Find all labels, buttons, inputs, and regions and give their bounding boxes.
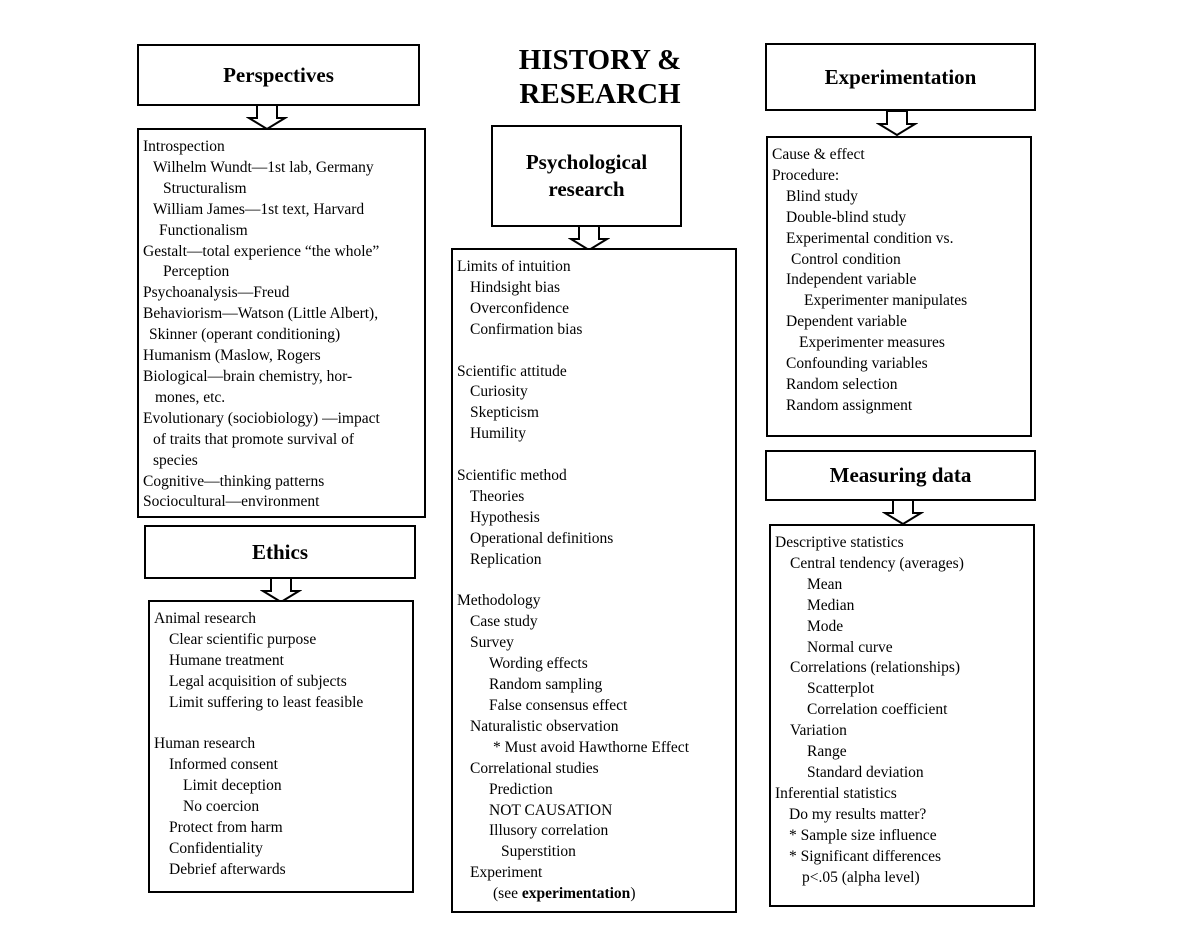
list-item-text: Superstition [501, 843, 576, 861]
list-item [775, 826, 1029, 847]
list-item-text: Overconfidence [470, 299, 569, 317]
experimentation-header: Experimentation [824, 64, 977, 89]
list-item-text: * Sample size influence [789, 826, 937, 844]
list-item [775, 596, 1029, 617]
list-item-bold-text: experimentation [521, 885, 631, 903]
list-item [457, 759, 731, 780]
list-item-text: Gestalt—total experience “the whole” [143, 242, 380, 260]
list-item-text: Skepticism [470, 404, 539, 422]
list-item [775, 554, 1029, 575]
list-item-text: Random selection [786, 375, 898, 393]
list-item [775, 638, 1029, 659]
list-spacer [154, 714, 408, 735]
list-item [457, 403, 731, 424]
list-item [457, 738, 731, 759]
list-item-text: Cognitive—thinking patterns [143, 472, 325, 490]
list-item [143, 409, 420, 430]
list-item [457, 487, 731, 508]
list-item-text: Prediction [489, 780, 553, 798]
list-item [154, 860, 408, 881]
list-item-text: Blind study [786, 187, 858, 205]
list-item [154, 693, 408, 714]
list-item [775, 700, 1029, 721]
list-item-text: Clear scientific purpose [169, 630, 317, 648]
list-item [143, 388, 420, 409]
list-item-text: Cause & effect [772, 146, 865, 163]
list-item-text: * Significant differences [789, 847, 942, 865]
list-item-text: Introspection [143, 138, 225, 155]
list-item-text: False consensus effect [489, 696, 628, 714]
list-spacer [457, 571, 731, 592]
list-item [154, 776, 408, 797]
down-arrow-icon [876, 110, 918, 136]
list-item [775, 617, 1029, 638]
list-item [457, 550, 731, 571]
list-item-text: Descriptive statistics [775, 534, 904, 551]
list-item [457, 654, 731, 675]
list-item [143, 242, 420, 263]
list-item-text: Experimenter manipulates [804, 292, 968, 310]
list-item-text: Curiosity [470, 383, 528, 401]
list-item-text: Naturalistic observation [470, 717, 619, 735]
perspectives-list [137, 128, 426, 518]
list-item-text: Control condition [791, 250, 901, 268]
list-item [457, 780, 731, 801]
main-title [480, 43, 720, 111]
list-item-text: Confidentiality [169, 839, 263, 857]
list-item [143, 262, 420, 283]
list-item-text: Protect from harm [169, 819, 283, 837]
list-item [772, 187, 1026, 208]
list-item-text: Confirmation bias [470, 320, 583, 338]
list-item-text: Humility [470, 425, 526, 443]
list-item [775, 805, 1029, 826]
main-title-line-2: RESEARCH [519, 78, 681, 110]
list-item-trailing-text: ) [630, 885, 636, 903]
list-item-text: Normal curve [807, 638, 893, 656]
list-item [154, 797, 408, 818]
list-item-text: Behaviorism—Watson (Little Albert), [143, 305, 379, 323]
list-item [143, 430, 420, 451]
list-item [143, 200, 420, 221]
list-item [457, 717, 731, 738]
list-item [772, 354, 1026, 375]
list-item [457, 612, 731, 633]
list-item-text: Dependent variable [786, 313, 907, 331]
list-item [457, 821, 731, 842]
list-item [775, 763, 1029, 784]
list-item [143, 367, 420, 388]
list-item-text: Median [807, 596, 855, 614]
list-item-text: Humanism (Maslow, Rogers [143, 347, 321, 365]
list-item-text: Central tendency (averages) [790, 554, 964, 572]
list-item [457, 675, 731, 696]
down-arrow-icon [882, 499, 924, 525]
list-item-text: Informed consent [169, 756, 278, 774]
list-item [775, 679, 1029, 700]
list-item-text: Mean [807, 575, 843, 593]
perspectives-header: Perspectives [223, 62, 334, 87]
list-item [457, 842, 731, 863]
list-item [772, 229, 1026, 250]
list-item-text: Debrief afterwards [169, 860, 286, 878]
list-item [772, 375, 1026, 396]
list-item [775, 721, 1029, 742]
list-item-text: Illusory correlation [489, 822, 609, 840]
list-item-text: Scientific method [457, 467, 567, 485]
list-item-text: Methodology [457, 592, 541, 610]
list-item-text: Legal acquisition of subjects [169, 672, 347, 690]
list-item-text: Wording effects [489, 655, 588, 673]
list-item [457, 257, 731, 278]
list-item [457, 591, 731, 612]
list-item [457, 362, 731, 383]
psych-research-list [451, 248, 737, 913]
list-item [775, 784, 1029, 805]
list-item [143, 346, 420, 367]
list-spacer [457, 341, 731, 362]
list-item-text: Do my results matter? [789, 805, 927, 823]
measuring-header: Measuring data [829, 463, 972, 487]
list-item-text: Hindsight bias [470, 278, 560, 296]
list-item-text: Inferential statistics [775, 784, 897, 802]
list-item [457, 508, 731, 529]
list-item-text: Variation [790, 722, 847, 740]
list-item [457, 884, 731, 905]
list-item-text: Standard deviation [807, 763, 924, 781]
list-item-text: Scientific attitude [457, 362, 567, 380]
list-item-text: Range [807, 743, 847, 761]
list-item [154, 755, 408, 776]
list-item [775, 847, 1029, 868]
list-item [143, 179, 420, 200]
list-item [457, 424, 731, 445]
list-item [457, 801, 731, 822]
down-arrow-icon [246, 104, 288, 130]
list-item [143, 137, 420, 158]
list-item [457, 529, 731, 550]
list-item-text: William James—1st text, Harvard [153, 200, 365, 218]
list-item-text: Experimental condition vs. [786, 229, 954, 247]
list-item-text: Correlation coefficient [807, 701, 948, 719]
list-item-text: Experimenter measures [799, 334, 945, 352]
list-item [772, 333, 1026, 354]
list-item-text: Mode [807, 617, 844, 635]
list-item [772, 250, 1026, 271]
list-item-text: Confounding variables [786, 355, 928, 373]
list-item-text: Evolutionary (sociobiology) —impact [143, 409, 380, 427]
list-item [154, 839, 408, 860]
list-item-text: (see [493, 885, 522, 903]
list-item-text: Sociocultural—environment [143, 493, 320, 511]
list-item-text: Procedure: [772, 166, 840, 184]
list-item [457, 320, 731, 341]
list-item [143, 158, 420, 179]
list-item-text: No coercion [183, 798, 260, 816]
experimentation-list [766, 136, 1032, 437]
list-item-text: Case study [470, 613, 538, 631]
experimentation-header-box [765, 43, 1036, 111]
list-item-text: Random assignment [786, 396, 913, 414]
list-item-text: NOT CAUSATION [489, 801, 613, 819]
list-item-text: Scatterplot [807, 680, 875, 698]
list-item-text: of traits that promote survival of [153, 430, 355, 448]
list-item-text: Humane treatment [169, 651, 284, 669]
list-item [772, 312, 1026, 333]
list-item-text: Survey [470, 634, 514, 652]
list-item-text: Structuralism [163, 179, 247, 197]
list-item-text: Hypothesis [470, 508, 540, 526]
list-item [143, 221, 420, 242]
list-item-text: Correlations (relationships) [790, 659, 961, 677]
list-item [772, 270, 1026, 291]
list-item [772, 145, 1026, 166]
list-item [772, 166, 1026, 187]
list-item [143, 304, 420, 325]
ethics-list [148, 600, 414, 893]
list-item-text: Operational definitions [470, 529, 614, 547]
psych-header-line-2: research [548, 177, 625, 201]
list-item [154, 818, 408, 839]
list-item [143, 325, 420, 346]
list-item-text: Biological—brain chemistry, hor- [143, 367, 353, 385]
main-title-line-1: HISTORY & [518, 44, 682, 76]
list-item-text: Double-blind study [786, 208, 907, 226]
list-item [457, 696, 731, 717]
list-item [143, 492, 420, 513]
list-item-text: p<.05 (alpha level) [802, 868, 920, 886]
list-item [775, 533, 1029, 554]
list-item-text: Replication [470, 550, 542, 568]
list-item [143, 472, 420, 493]
list-item [775, 658, 1029, 679]
list-item [143, 283, 420, 304]
list-item [457, 278, 731, 299]
list-item-text: Psychoanalysis—Freud [143, 284, 290, 302]
list-item [772, 291, 1026, 312]
list-item-text: Independent variable [786, 271, 917, 289]
list-item-text: species [153, 451, 198, 469]
list-item [457, 863, 731, 884]
list-item-text: Correlational studies [470, 759, 599, 777]
ethics-header: Ethics [251, 539, 308, 564]
list-item-text: mones, etc. [155, 388, 226, 406]
list-item-text: Experiment [470, 864, 543, 882]
list-item-text: Skinner (operant conditioning) [149, 326, 341, 344]
list-item [143, 451, 420, 472]
list-item-text: Limit deception [183, 777, 282, 795]
list-item-text: Theories [470, 487, 525, 505]
psych-header-box [491, 125, 682, 227]
list-item [154, 734, 408, 755]
list-item [154, 651, 408, 672]
list-item [457, 466, 731, 487]
list-item-text: Limits of intuition [457, 258, 571, 275]
list-item [457, 382, 731, 403]
list-item [154, 630, 408, 651]
list-item [775, 575, 1029, 596]
list-spacer [457, 445, 731, 466]
list-item [775, 868, 1029, 889]
perspectives-header-box [137, 44, 420, 106]
list-item [154, 672, 408, 693]
list-item [457, 633, 731, 654]
list-item-text: * Must avoid Hawthorne Effect [493, 738, 689, 756]
list-item-text: Perception [163, 263, 230, 281]
list-item-text: Wilhelm Wundt—1st lab, Germany [153, 158, 374, 176]
list-item [457, 299, 731, 320]
list-item [154, 609, 408, 630]
psych-header-line-1: Psychological [525, 150, 648, 174]
measuring-data-list [769, 524, 1035, 907]
list-item-text: Human research [154, 735, 256, 753]
list-item [772, 396, 1026, 417]
list-item [775, 742, 1029, 763]
list-item-text: Random sampling [489, 676, 603, 694]
list-item [772, 208, 1026, 229]
measuring-header-box [765, 450, 1036, 501]
list-item-text: Limit suffering to least feasible [169, 693, 364, 711]
list-item-text: Functionalism [159, 221, 248, 239]
ethics-header-box [144, 525, 416, 579]
list-item-text: Animal research [154, 610, 256, 627]
